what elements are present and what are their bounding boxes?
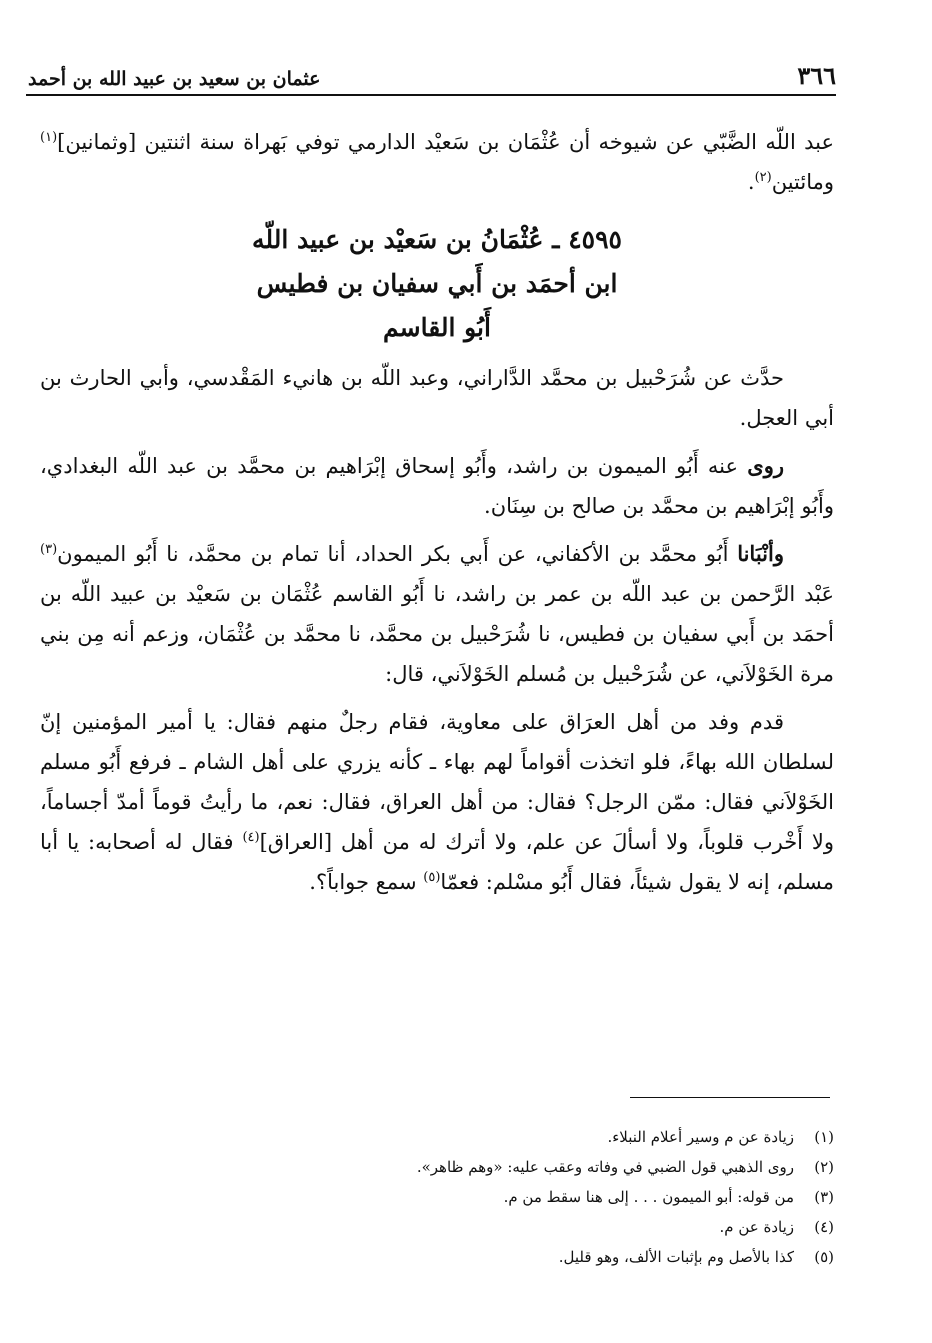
header-rule (26, 94, 836, 96)
paragraph-1 (40, 122, 834, 202)
footnote (60, 1242, 834, 1272)
footnote-number: (٢) (814, 1158, 834, 1176)
paragraph-3-lead: روى (747, 453, 784, 478)
footnote-text: زيادة عن م. (719, 1218, 794, 1236)
footnote-ref-1: (١) (40, 130, 58, 145)
entry-title-line-2: ابن أحمَد بن أَبي سفيان بن فطيس (256, 269, 618, 298)
footnote-number: (١) (814, 1128, 834, 1146)
main-text (40, 122, 834, 910)
paragraph-1-text: عبد اللّه الضَّبّي عن شيوخه أن عُثْمَان بن سَعيْد الدارمي توفي بَهراة سنة اثنتين [وثمانين] (57, 130, 834, 154)
paragraph-2: حدَّث عن شُرَحْبيل بن محمَّد الدَّاراني، وعبد اللّه بن هانيء المَقْدسي، وأبي الحارث بن أبي العجل. (40, 366, 834, 430)
paragraph-5-text-b: فقال له أصحابه: يا أبا مسلم، إنه لا يقول شيئاً، فقال أَبُو مسْلم: فعمّا (40, 830, 834, 894)
paragraph-1-end: . (747, 170, 755, 194)
paragraph-3-text: عنه أَبُو الميمون بن راشد، وأَبُو إسحاق إبْرَاهيم بن محمَّد بن عبد اللّه البغدادي، وأَبُو إبْرَاهيم بن محمَّد بن صالح بن سِنَان. (40, 454, 834, 518)
paragraph-4-text-a: أَبُو محمَّد بن الأكفاني، عن أَبي بكر الحداد، أنا تمام بن محمَّد، نا أَبُو الميمون (57, 542, 738, 566)
paragraph-3 (40, 446, 834, 526)
paragraph-5-text-a: قدم وفد من أهل العرَاق على معاوية، فقام رجلٌ منهم فقال: يا أمير المؤمنين إنّ لسلطان الله بهاءً، فلو اتخذت أقواماً لهم بهاء ـ كأنه يزري على أهل الشام ـ فرفع أَبُو مسلم الخَوْلاَني فقال: ممّن الرجل؟ فقال: من أهل العراق، فقال: نعم، ما رأيتُ قوماً أمدّ أجساماً، ولا أَخْرب قلوباً، ولا أسألَ عن علم، ولا أترك له من أهل [العراق] (40, 710, 834, 854)
footnote-ref-4: (٤) (242, 830, 260, 845)
footnote (60, 1212, 834, 1242)
footnote-ref-3: (٣) (40, 542, 58, 557)
footnote (60, 1122, 834, 1152)
entry-title (40, 218, 834, 350)
footnote (60, 1182, 834, 1212)
page-header (28, 58, 836, 90)
paragraph-5 (40, 702, 834, 902)
footnote-text: كذا بالأصل وم بإثبات الألف، وهو قليل. (558, 1248, 794, 1266)
footnote-rule (630, 1097, 830, 1098)
paragraph-4-text-b: عَبْد الرَّحمن بن عبد اللّه بن عمر بن راشد، نا أَبُو القاسم عُثْمَان بن سَعيْد بن عبيد اللّه بن أحمَد بن أَبي سفيان بن فطيس، نا شُرَحْبيل بن محمَّد، نا محمَّد بن عُثْمَان، وزعم أنه مِن بني مرة الخَوْلاَني، عن شُرَحْبيل بن مُسلم الخَوْلاَني، قال: (40, 582, 834, 686)
footnote-text: روى الذهبي قول الضبي في وفاته وعقب عليه: «وهم ظاهر». (416, 1158, 794, 1176)
paragraph-1-tail: ومائتين (771, 170, 834, 194)
page-number: ٣٦٦ (797, 61, 836, 90)
footnote-text: من قوله: أبو الميمون . . . إلى هنا سقط من م. (503, 1188, 794, 1206)
footnote (60, 1152, 834, 1182)
footnote-ref-5: (٥) (423, 870, 441, 885)
paragraph-5-text-c: سمع جواباً؟. (309, 870, 424, 894)
footnote-text: زيادة عن م وسير أعلام النبلاء. (607, 1128, 794, 1146)
footnote-number: (٥) (814, 1248, 834, 1266)
entry-title-line-3: أَبُو القاسم (383, 313, 491, 342)
running-title: عثمان بن سعيد بن عبيد الله بن أحمد (28, 68, 321, 90)
entry-title-line-1: ٤٥٩٥ ـ عُثْمَانُ بن سَعيْد بن عبيد اللّه (252, 225, 622, 254)
footnotes (60, 1122, 834, 1272)
paragraph-4 (40, 534, 834, 694)
paragraph-4-lead: وأنْبَانا (737, 541, 784, 566)
footnote-number: (٤) (814, 1218, 834, 1236)
footnote-number: (٣) (814, 1188, 834, 1206)
footnote-ref-2: (٢) (754, 170, 772, 185)
